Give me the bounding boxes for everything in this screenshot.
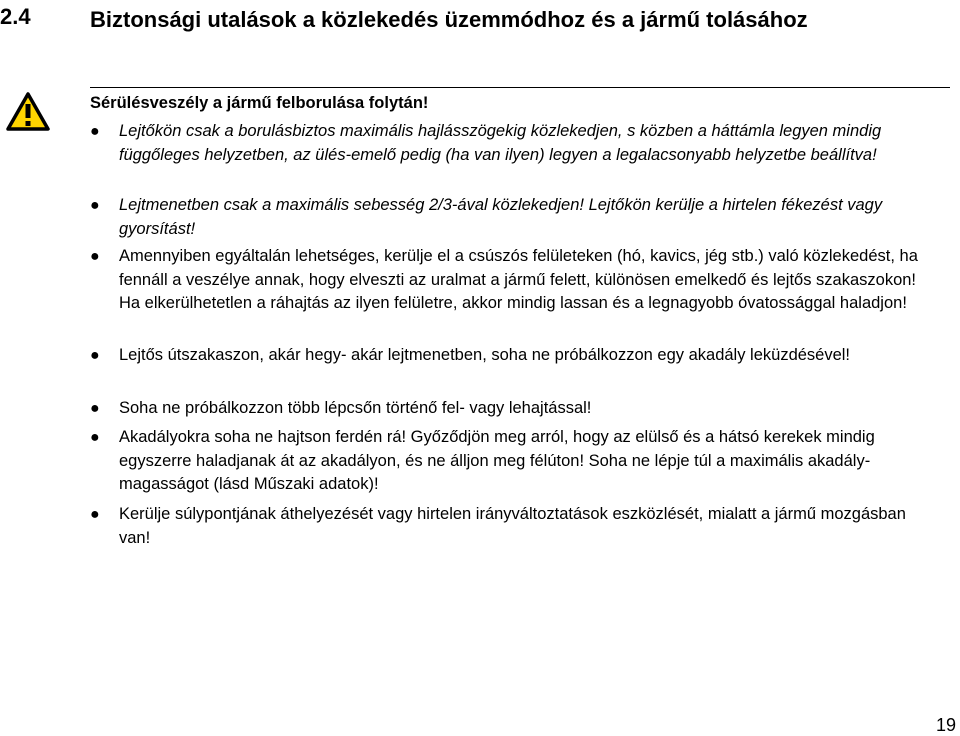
- bullet-item: [0, 194, 960, 242]
- bullet-item: [0, 503, 960, 551]
- section-title: Biztonsági utalások a közlekedés üzemmódhoz és a jármű tolásához: [90, 7, 808, 32]
- bullet-text: Soha ne próbálkozzon több lépcsőn történő fel- vagy lehajtással!: [119, 399, 592, 417]
- bullet-text: Lejtmenetben csak a maximális sebesség 2/3-ával közlekedjen! Lejtőkön kerülje a hirtelen fékezést vagy gyorsítást!: [119, 196, 883, 238]
- bullet-dot-icon: ●: [90, 506, 100, 523]
- bullet-item: [0, 397, 960, 421]
- bullet-dot-icon: ●: [90, 400, 100, 417]
- bullet-dot-icon: ●: [90, 248, 100, 265]
- warning-title: Sérülésveszély a jármű felborulása folytán!: [90, 94, 429, 112]
- bullet-item: [0, 426, 960, 498]
- bullet-dot-icon: ●: [90, 123, 100, 140]
- divider-line: [90, 87, 950, 88]
- bullet-dot-icon: ●: [90, 197, 100, 214]
- bullet-text: Lejtőkön csak a borulásbiztos maximális hajlásszögekig közlekedjen, s közben a háttámla legyen mindig függőleges helyzetben, az ülés-emelő pedig (ha van ilyen) legyen a legalacsonyabb helyzetbe beállítva!: [119, 122, 882, 164]
- bullet-text: Amennyiben egyáltalán lehetséges, kerülje el a csúszós felületeken (hó, kavics, jég stb.) való közlekedést, ha fennáll a veszélye annak, hogy elveszti az uralmat a jármű felett, különösen emelkedő és lejtős szakaszokon! Ha elkerülhetetlen a ráhajtás az ilyen felületre, akkor mindig lassan és a legnagyobb óvatossággal haladjon!: [119, 247, 918, 312]
- section-heading: [0, 4, 960, 74]
- section-number: 2.4: [0, 4, 31, 29]
- bullet-item: [0, 245, 960, 341]
- bullet-text: Kerülje súlypontjának áthelyezését vagy hirtelen irányváltoztatások eszközlését, mialatt a jármű mozgásban van!: [119, 505, 906, 547]
- bullet-text: Lejtős útszakaszon, akár hegy- akár lejtmenetben, soha ne próbálkozzon egy akadály leküzdésével!: [119, 346, 851, 364]
- bullet-dot-icon: ●: [90, 347, 100, 364]
- page-number: 19: [935, 715, 956, 735]
- bullet-dot-icon: ●: [90, 429, 100, 446]
- bullet-item: [0, 344, 960, 392]
- bullet-text: Akadályokra soha ne hajtson ferdén rá! Győződjön meg arról, hogy az elülső és a hátsó kerekek mindig egyszerre haladjanak át az akadályon, és ne álljon meg félúton! Soha ne lépje túl a maximális akadály-magasságot (lásd Műszaki adatok)!: [119, 428, 875, 493]
- bullet-item: [0, 120, 960, 192]
